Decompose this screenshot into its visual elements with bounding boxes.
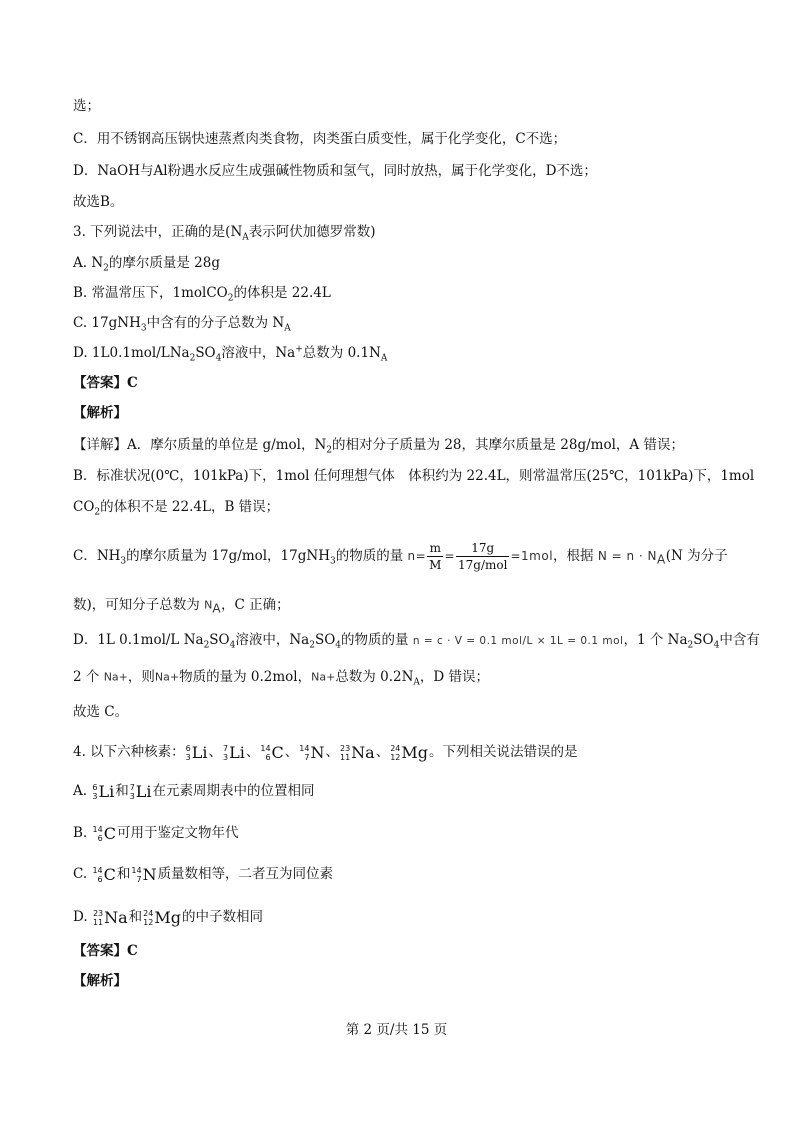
detail-b-cont: $CO_2$的体积不是 22.4L，B 错误； xyxy=(73,499,280,518)
q4-option-c: C. 14 6 C 和 14 7 N 质量数相等，二者互为同位素 xyxy=(73,864,334,884)
option-d: D. $1L0.1mol/LNa_2SO_4$溶液中，Na+总数为 $0.1N_A$ xyxy=(73,344,388,364)
option-c: C. 17gNH$_3$中含有的分子总数为 $N_A$ xyxy=(73,315,291,334)
page-footer: 第 2 页/共 15 页 xyxy=(345,1022,448,1038)
q4-option-b: B. 14 6 C 可用于鉴定文物年代 xyxy=(73,823,239,843)
nuclide-na23: 23 11 Na xyxy=(339,742,375,762)
answer-label: 【答案】C xyxy=(73,375,138,391)
detail-d: D．1L 0.1mol/L $Na_2SO_4$溶液中，$Na_2SO_4$的物质的量 n = c · V = 0.1 mol/L × 1L = 0.1 mol，1 个 $Na_2SO_4$中含有 xyxy=(73,632,760,651)
detail-c: C．$NH_3$的摩尔质量为 17g/mol，17gNH$_3$的物质的量 n= $\frac{m}{M}$ = $\frac{17g}{\text{17g/mol}}$ =1mol，根据 $N = n \cdot N_A(N$ 为分子 xyxy=(73,541,728,572)
q4-option-d: D. 23 11 Na 和 24 12 Mg 的中子数相同 xyxy=(73,907,263,927)
q4-option-a: A. 6 3 Li 和 7 3 Li 在元素周期表中的位置相同 xyxy=(73,781,315,801)
text-line: D．NaOH与Al粉遇水反应生成强碱性物质和氢气，同时放热，属于化学变化，D不选； xyxy=(73,163,597,179)
detail-b: B．标准状况(0℃，101kPa)下，1mol 任何理想气体 体积约为 22.4L，则常温常压(25℃，101kPa)下，1mol xyxy=(73,468,755,484)
fraction-m-over-m: $\frac{m}{M}$ xyxy=(429,541,442,572)
q4-answer-label: 【答案】C xyxy=(73,943,138,959)
q4-analysis-label: 【解析】 xyxy=(73,973,127,989)
text-line: 选； xyxy=(73,98,100,114)
nuclide-n14: 14 7 N xyxy=(299,742,325,762)
detail-c-cont: 数)，可知分子总数为 $N_A$，C 正确； xyxy=(73,597,290,616)
nuclide-mg24: 24 12 Mg xyxy=(390,742,429,762)
nuclide-c14: 14 6 C xyxy=(260,742,284,762)
question-4-stem: 4. 以下六种核素： 6 3 Li 、 7 3 Li 、 14 6 C 、 14 7 N 、 23 11 Na 、 24 12 Mg 。下列相关说法错误的是 xyxy=(73,742,578,762)
option-a: A. $N_2$的摩尔质量是 28g xyxy=(73,255,221,274)
analysis-label: 【解析】 xyxy=(73,405,127,421)
option-b: B. 常温常压下，1molCO$_2$的体积是 22.4L xyxy=(73,285,331,304)
nuclide-li6: 6 3 Li xyxy=(185,742,208,762)
detail-d-cont: 2 个 Na+，则Na+物质的量为 0.2mol，Na+总数为 $0.2N_A$，D 错误； xyxy=(73,669,490,688)
fraction-17g: $\frac{17g}{\text{17g/mol}}$ xyxy=(458,541,508,572)
nuclide-li7: 7 3 Li xyxy=(223,742,245,762)
text-line: C．用不锈钢高压锅快速蒸煮肉类食物，肉类蛋白质变性，属于化学变化，C不选； xyxy=(73,131,567,147)
question-3-stem: 3. 下列说法中，正确的是($N_A$表示阿伏加德罗常数) xyxy=(73,224,376,243)
text-line: 故选B。 xyxy=(73,194,124,210)
detail-a: 【详解】A．摩尔质量的单位是 g/mol，$N_2$的相对分子质量为 28，其摩尔质量是 28g/mol，A 错误； xyxy=(73,437,684,456)
choose-c: 故选 C。 xyxy=(73,704,129,720)
